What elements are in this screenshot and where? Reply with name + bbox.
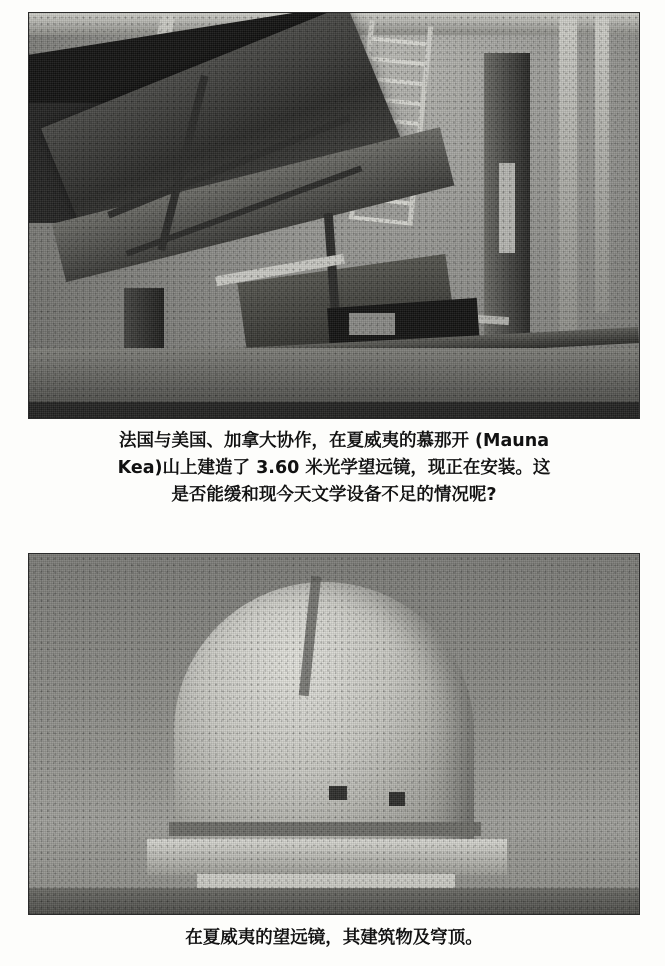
caption-line: 法国与美国、加拿大协作，在夏威夷的慕那开 (Mauna xyxy=(118,431,550,451)
highlight-post xyxy=(499,163,515,253)
floor-edge xyxy=(29,402,639,418)
caption-line: 是否能缓和现今天文学设备不足的情况呢? xyxy=(171,485,497,505)
caption-telescope-interior xyxy=(28,428,640,509)
instrument-panel xyxy=(349,313,395,335)
dome-vent xyxy=(329,786,347,800)
dome-base-band xyxy=(169,822,481,836)
figure-telescope-interior xyxy=(28,12,640,419)
caption-dome-building xyxy=(28,925,640,951)
dome-vent xyxy=(389,792,405,806)
building-parapet xyxy=(147,839,507,875)
dome-rib xyxy=(559,13,577,343)
foreground-ground xyxy=(29,888,639,914)
figure-dome-building xyxy=(28,553,640,915)
caption-line: Kea)山上建造了 3.60 米光学望远镜，现正在安装。这 xyxy=(117,458,551,478)
caption-line: 在夏威夷的望远镜，其建筑物及穹顶。 xyxy=(185,928,483,948)
dome-rib xyxy=(595,13,609,313)
